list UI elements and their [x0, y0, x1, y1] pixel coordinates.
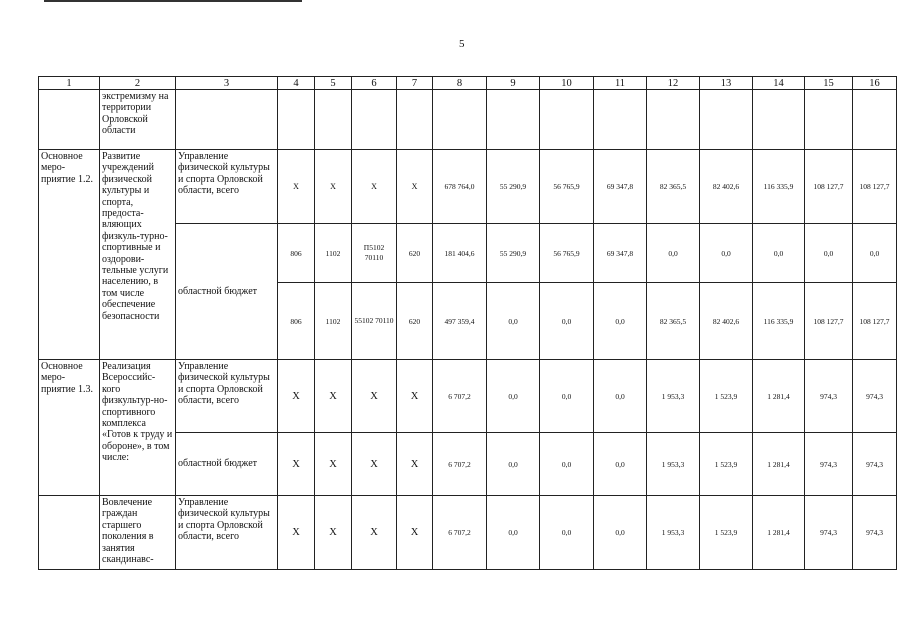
column-header: 1 — [39, 77, 100, 90]
table-cell: 0,0 — [753, 224, 805, 283]
column-header: 3 — [176, 77, 278, 90]
column-header: 4 — [278, 77, 315, 90]
table-cell: 0,0 — [540, 360, 594, 433]
table-cell: 497 359,4 — [433, 283, 487, 360]
table-row — [39, 360, 897, 433]
table-cell: областной бюджет — [176, 224, 278, 360]
table-cell: 1102 — [315, 283, 352, 360]
table-cell: 974,3 — [805, 496, 853, 570]
table-cell: 0,0 — [487, 283, 540, 360]
table-cell: 678 764,0 — [433, 150, 487, 224]
table-cell — [433, 90, 487, 150]
table-cell: Х — [315, 433, 352, 496]
column-header: 16 — [853, 77, 897, 90]
table-cell — [647, 90, 700, 150]
table-cell: 0,0 — [540, 496, 594, 570]
table-cell: 56 765,9 — [540, 224, 594, 283]
table-cell: 108 127,7 — [853, 283, 897, 360]
table-cell — [315, 90, 352, 150]
table-cell: Управление физической культуры и спорта Орловской области, всего — [176, 360, 278, 433]
table-cell: 620 — [397, 224, 433, 283]
table-cell: 0,0 — [853, 224, 897, 283]
table-cell: 0,0 — [700, 224, 753, 283]
table-cell: 6 707,2 — [433, 360, 487, 433]
table-cell: Управление физической культуры и спорта Орловской области, всего — [176, 496, 278, 570]
table-cell — [540, 90, 594, 150]
column-header: 15 — [805, 77, 853, 90]
table-cell: 974,3 — [853, 496, 897, 570]
column-header: 9 — [487, 77, 540, 90]
table-cell — [594, 90, 647, 150]
table-cell: 1 281,4 — [753, 360, 805, 433]
table-row — [39, 496, 897, 570]
table-cell: 1 281,4 — [753, 433, 805, 496]
table-cell — [39, 496, 100, 570]
table-cell: Х — [352, 496, 397, 570]
table-cell: 620 — [397, 283, 433, 360]
table-cell: Х — [315, 150, 352, 224]
table-cell: 806 — [278, 283, 315, 360]
table-cell: 1 523,9 — [700, 360, 753, 433]
column-header: 6 — [352, 77, 397, 90]
table-cell: 0,0 — [594, 433, 647, 496]
table-cell: экстремизму на территории Орловской области — [100, 90, 176, 150]
table-cell: 974,3 — [853, 433, 897, 496]
column-header: 11 — [594, 77, 647, 90]
table-cell — [853, 90, 897, 150]
table-cell: 0,0 — [805, 224, 853, 283]
top-rule — [44, 0, 302, 2]
table-cell: 0,0 — [487, 433, 540, 496]
table-cell: 108 127,7 — [853, 150, 897, 224]
table-cell: 0,0 — [487, 496, 540, 570]
table-cell: 1 523,9 — [700, 496, 753, 570]
table-cell: Х — [352, 150, 397, 224]
column-header: 8 — [433, 77, 487, 90]
table-cell: Основное меро-приятие 1.3. — [39, 360, 100, 496]
table-cell: 82 365,5 — [647, 150, 700, 224]
table-cell: 69 347,8 — [594, 150, 647, 224]
table-cell: 0,0 — [487, 360, 540, 433]
table-cell — [700, 90, 753, 150]
table-cell: 806 — [278, 224, 315, 283]
table-cell: 974,3 — [805, 360, 853, 433]
table-cell: 0,0 — [594, 283, 647, 360]
table-cell: 974,3 — [805, 433, 853, 496]
table-cell: 0,0 — [594, 496, 647, 570]
table-cell — [39, 90, 100, 150]
column-header: 13 — [700, 77, 753, 90]
table-cell: 69 347,8 — [594, 224, 647, 283]
table-cell: 108 127,7 — [805, 283, 853, 360]
table-cell: 1 953,3 — [647, 360, 700, 433]
table-cell: Управление физической культуры и спорта Орловской области, всего — [176, 150, 278, 224]
table-cell: 82 402,6 — [700, 283, 753, 360]
table-cell: областной бюджет — [176, 433, 278, 496]
budget-table — [38, 76, 897, 570]
table-cell: 0,0 — [594, 360, 647, 433]
table-cell: 181 404,6 — [433, 224, 487, 283]
table-cell: 1 953,3 — [647, 496, 700, 570]
column-header: 14 — [753, 77, 805, 90]
table-cell — [487, 90, 540, 150]
table-cell — [753, 90, 805, 150]
table-cell — [176, 90, 278, 150]
column-header: 10 — [540, 77, 594, 90]
table-cell: 1 953,3 — [647, 433, 700, 496]
table-cell: Х — [315, 360, 352, 433]
table-cell: Развитие учреждений физической культуры и спорта, предоста-вляющих физкуль-турно-спортивные и оздорови-тельные услуги населению, в том числе обеспечение безопасности — [100, 150, 176, 360]
table-cell: 1 281,4 — [753, 496, 805, 570]
table-cell: Х — [278, 496, 315, 570]
table-cell: 116 335,9 — [753, 283, 805, 360]
table-cell: Х — [352, 360, 397, 433]
table-cell: Основное меро-приятие 1.2. — [39, 150, 100, 360]
table-cell: Реализация Всероссийс-кого физкультур-но-спортивного комплекса «Готов к труду и обороне», в том числе: — [100, 360, 176, 496]
table-cell — [352, 90, 397, 150]
column-header: 5 — [315, 77, 352, 90]
table-cell: 55102 70110 — [352, 283, 397, 360]
table-row — [39, 90, 897, 150]
table-cell: 108 127,7 — [805, 150, 853, 224]
table-cell: Х — [397, 360, 433, 433]
table-cell: 6 707,2 — [433, 433, 487, 496]
column-header: 12 — [647, 77, 700, 90]
table-cell: Х — [278, 433, 315, 496]
table-cell — [397, 90, 433, 150]
table-cell: 6 707,2 — [433, 496, 487, 570]
table-cell — [805, 90, 853, 150]
table-cell: Х — [352, 433, 397, 496]
table-cell: 116 335,9 — [753, 150, 805, 224]
table-cell: 0,0 — [540, 433, 594, 496]
table-cell: 55 290,9 — [487, 150, 540, 224]
table-cell: Х — [278, 360, 315, 433]
table-cell: П5102 70110 — [352, 224, 397, 283]
table-cell: Х — [397, 150, 433, 224]
column-header: 7 — [397, 77, 433, 90]
column-header: 2 — [100, 77, 176, 90]
table-cell: Х — [278, 150, 315, 224]
table-cell: 974,3 — [853, 360, 897, 433]
table-cell: 82 402,6 — [700, 150, 753, 224]
table-cell — [278, 90, 315, 150]
table-cell: Х — [397, 433, 433, 496]
page-number: 5 — [459, 38, 465, 50]
table-cell: 0,0 — [540, 283, 594, 360]
table-row — [39, 150, 897, 224]
table-cell: 1102 — [315, 224, 352, 283]
table-cell: 56 765,9 — [540, 150, 594, 224]
table-cell: 82 365,5 — [647, 283, 700, 360]
table-cell: Вовлечение граждан старшего поколения в занятия скандинавс- — [100, 496, 176, 570]
table-cell: Х — [315, 496, 352, 570]
table-cell: Х — [397, 496, 433, 570]
table-cell: 1 523,9 — [700, 433, 753, 496]
table-cell: 55 290,9 — [487, 224, 540, 283]
table-cell: 0,0 — [647, 224, 700, 283]
header-row — [39, 77, 897, 90]
